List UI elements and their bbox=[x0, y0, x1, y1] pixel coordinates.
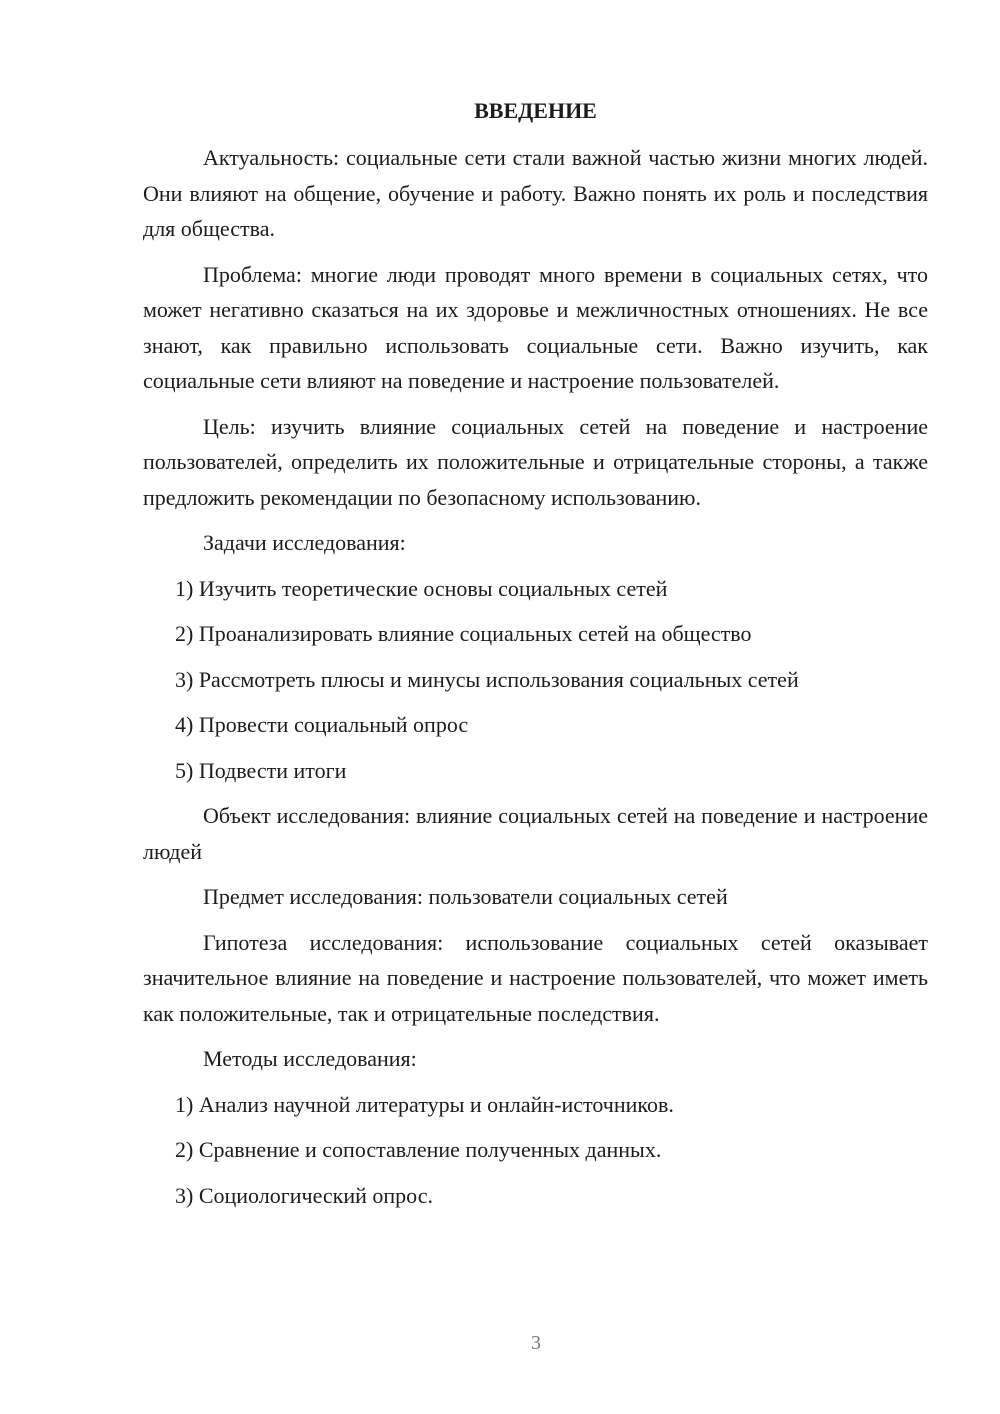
subject-paragraph: Предмет исследования: пользователи социальных сетей bbox=[203, 884, 728, 909]
tasks-list bbox=[143, 571, 928, 789]
list-item: 2) Проанализировать влияние социальных сетей на общество bbox=[175, 621, 752, 646]
tasks-heading: Задачи исследования: bbox=[203, 530, 406, 555]
list-item: 3) Социологический опрос. bbox=[175, 1182, 433, 1208]
page-number: 3 bbox=[531, 1332, 541, 1354]
list-item: 5) Подвести итоги bbox=[175, 757, 347, 783]
list-item: 3) Рассмотреть плюсы и минусы использования социальных сетей bbox=[175, 666, 799, 692]
list-item: 1) Изучить теоретические основы социальных сетей bbox=[175, 575, 668, 601]
page-content bbox=[143, 93, 928, 1223]
page-title: ВВЕДЕНИЕ bbox=[474, 98, 597, 123]
hypothesis-paragraph: Гипотеза исследования: использование социальных сетей оказывает значительное влияние на поведение и настроение пользователей, что может иметь как положительные, так и отрицательные последствия. bbox=[143, 929, 928, 1026]
methods-heading: Методы исследования: bbox=[203, 1046, 417, 1071]
methods-list bbox=[143, 1087, 928, 1214]
goal-paragraph: Цель: изучить влияние социальных сетей на поведение и настроение пользователей, определить их положительные и отрицательные стороны, а также предложить рекомендации по безопасному использованию. bbox=[143, 413, 928, 510]
list-item: 1) Анализ научной литературы и онлайн-источников. bbox=[175, 1091, 674, 1117]
relevance-paragraph: Актуальность: социальные сети стали важной частью жизни многих людей. Они влияют на общение, обучение и работу. Важно понять их роль и последствия для общества. bbox=[143, 145, 928, 241]
list-item: 2) Сравнение и сопоставление полученных данных. bbox=[175, 1137, 662, 1162]
list-item: 4) Провести социальный опрос bbox=[175, 712, 469, 737]
object-paragraph: Объект исследования: влияние социальных сетей на поведение и настроение людей bbox=[143, 803, 928, 864]
problem-paragraph: Проблема: многие люди проводят много времени в социальных сетях, что может негативно сказаться на их здоровье и межличностных отношениях. Не все знают, как правильно использовать социальные сети. Важно изучить, как социальные сети влияют на поведение и настроение пользователей. bbox=[143, 261, 928, 393]
